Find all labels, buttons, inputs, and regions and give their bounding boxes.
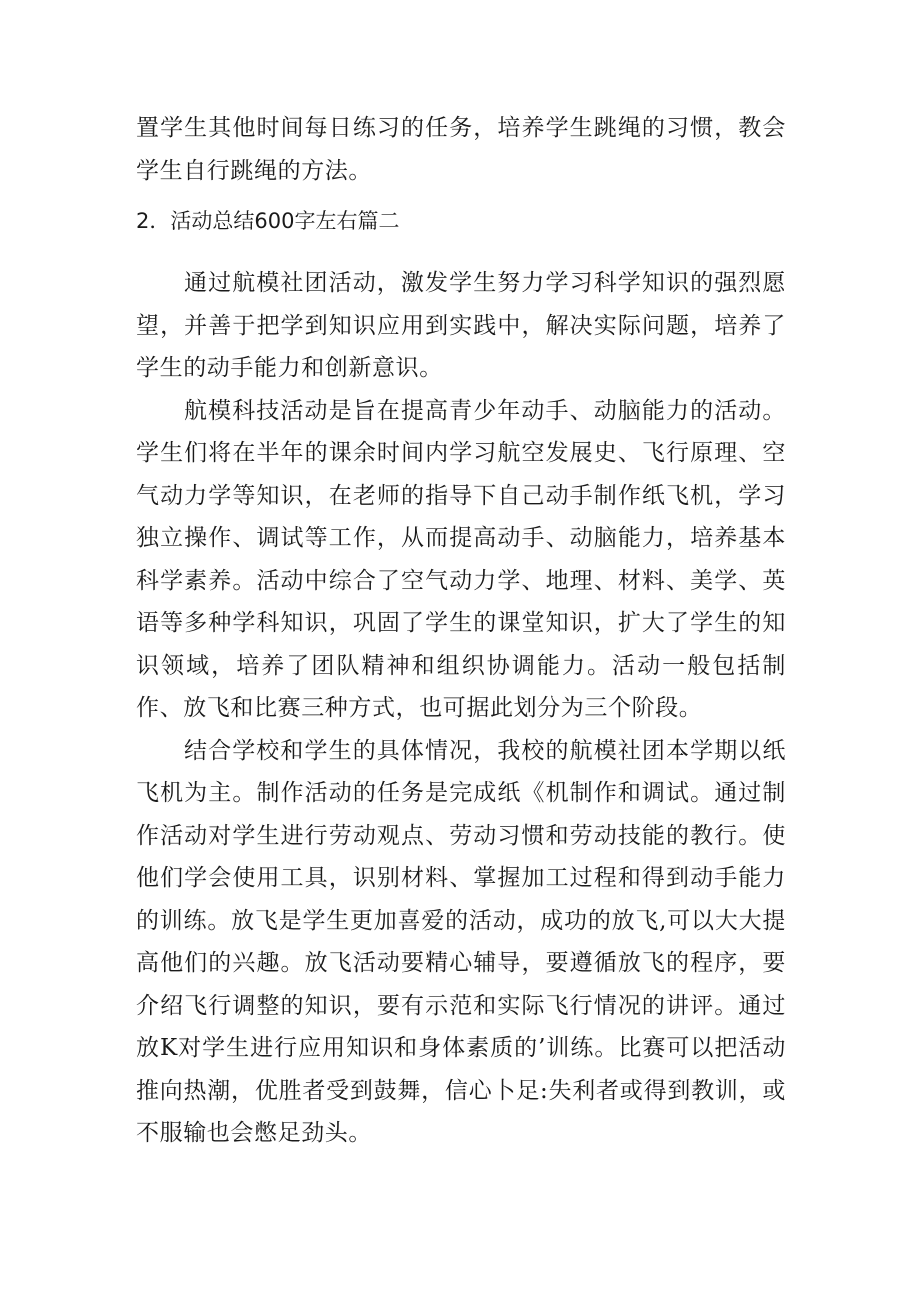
- document-body: [136, 107, 786, 1155]
- spacer: [136, 192, 786, 200]
- section-heading: 2．活动总结600字左右篇二: [136, 209, 400, 233]
- continuation-paragraph: 置学生其他时间每日练习的任务，培养学生跳绳的习惯，教会学生自行跳绳的方法。: [136, 115, 786, 184]
- body-paragraph-3: 结合学校和学生的具体情况，我校的航模社团本学期以纸飞机为主。制作活动的任务是完成纸《机制作和调试。通过制作活动对学生进行劳动观点、劳动习惯和劳动技能的教行。使他们学会使用工具，识别材料、掌握加工过程和得到动手能力的训练。放飞是学生更加喜爱的活动，成功的放飞,可以大大提高他们的兴趣。放飞活动要精心辅导，要遵循放飞的程序，要介绍飞行调整的知识，要有示范和实际飞行情况的讲评。通过放K对学生进行应用知识和身体素质的’训练。比赛可以把活动推向热潮，优胜者受到鼓舞，信心卜足:失利者或得到教训，或不服输也会憋足劲头。: [136, 737, 786, 1146]
- body-paragraph-2: 航模科技活动是旨在提高青少年动手、动脑能力的活动。学生们将在半年的课余时间内学习航空发展史、飞行原理、空气动力学等知识，在老师的指导下自己动手制作纸飞机，学习独立操作、调试等工作，从而提高动手、动脑能力，培养基本科学素养。活动中综合了空气动力学、地理、材料、美学、英语等多种学科知识，巩固了学生的课堂知识，扩大了学生的知识领域，培养了团队精神和组织协调能力。活动一般包括制作、放飞和比赛三种方式，也可据此划分为三个阶段。: [136, 397, 786, 721]
- body-paragraph-1: 通过航模社团活动，激发学生努力学习科学知识的强烈愿望，并善于把学到知识应用到实践中，解决实际问题，培养了学生的动手能力和创新意识。: [136, 270, 786, 381]
- spacer: [136, 242, 786, 262]
